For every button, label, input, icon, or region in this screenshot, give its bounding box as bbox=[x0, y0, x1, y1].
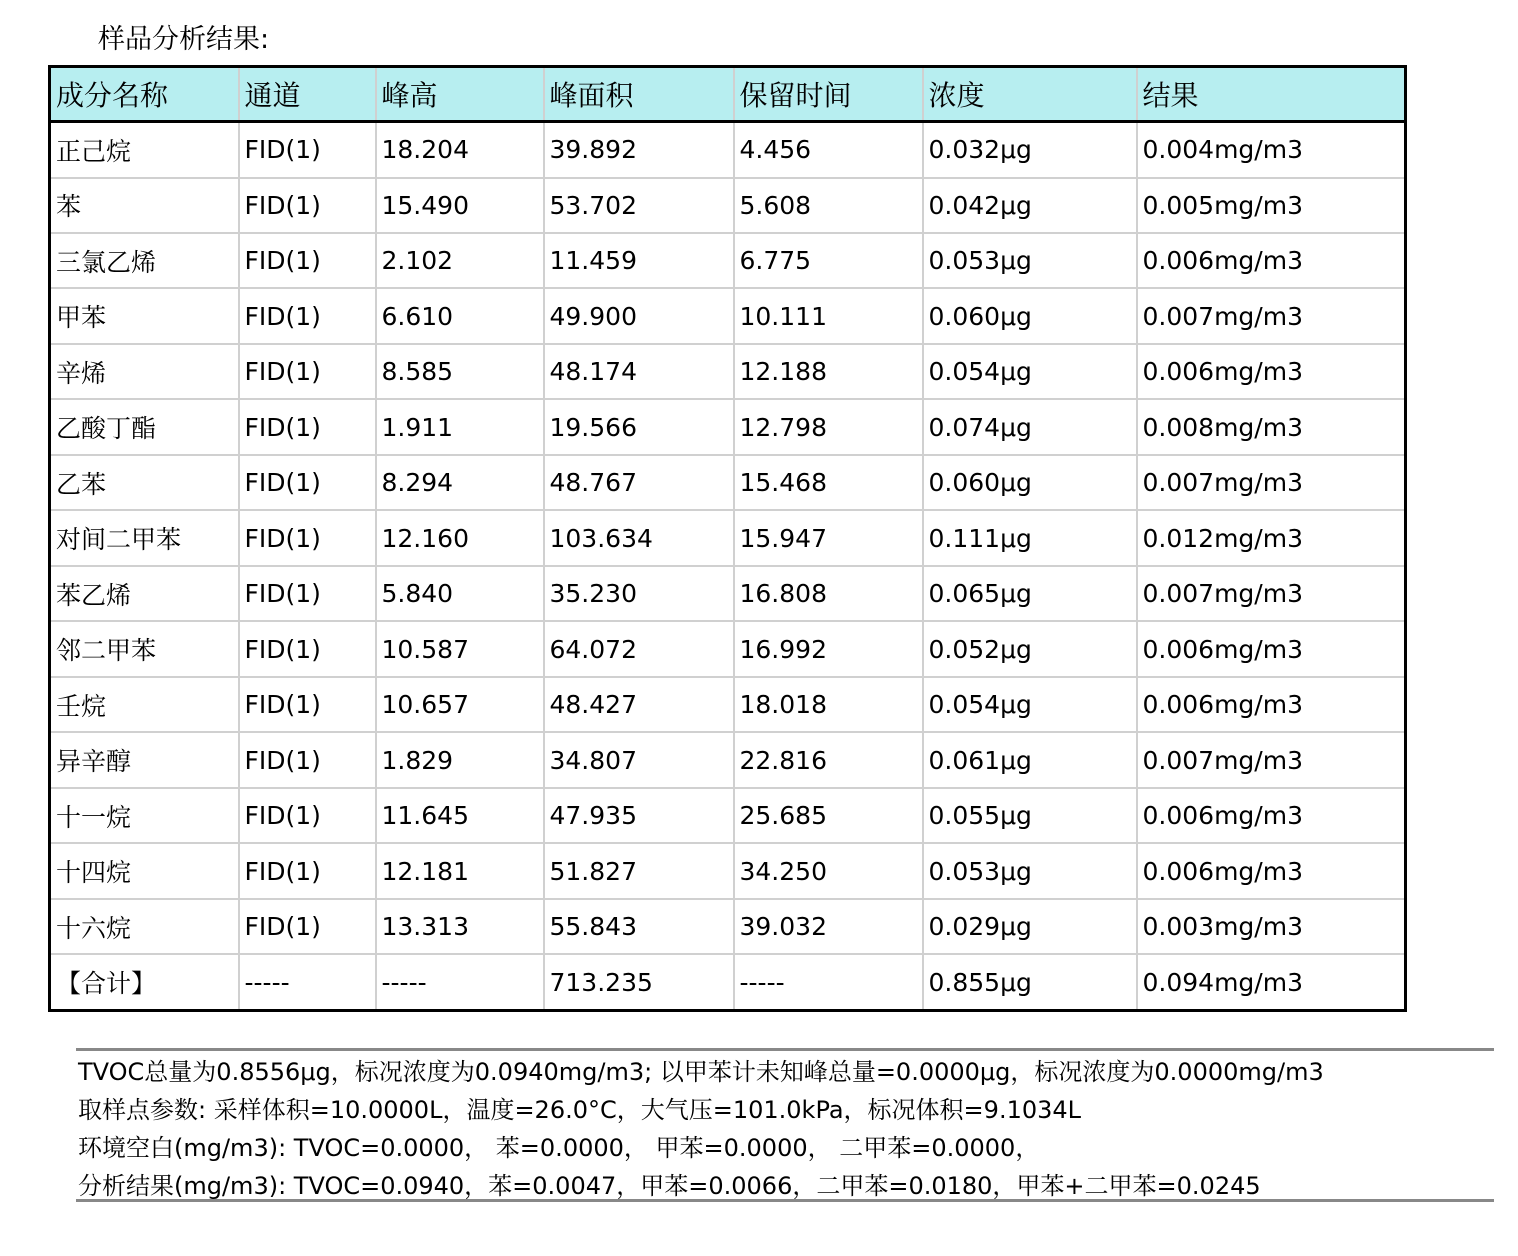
table-cell: 10.111 bbox=[734, 288, 923, 343]
table-cell: 35.230 bbox=[544, 566, 734, 621]
table-row bbox=[50, 344, 1406, 399]
table-cell: FID(1) bbox=[239, 732, 376, 787]
table-cell: 三氯乙烯 bbox=[50, 233, 239, 288]
table-cell: 16.992 bbox=[734, 621, 923, 676]
table-cell: 0.003mg/m3 bbox=[1137, 899, 1406, 954]
table-cell: FID(1) bbox=[239, 899, 376, 954]
table-cell: 0.004mg/m3 bbox=[1137, 122, 1406, 178]
table-cell: 53.702 bbox=[544, 178, 734, 233]
table-cell: 18.204 bbox=[376, 122, 544, 178]
table-cell: 6.610 bbox=[376, 288, 544, 343]
table-cell: 0.111μg bbox=[923, 510, 1137, 565]
table-cell: 0.012mg/m3 bbox=[1137, 510, 1406, 565]
table-cell: 16.808 bbox=[734, 566, 923, 621]
table-cell: 0.007mg/m3 bbox=[1137, 566, 1406, 621]
table-cell: 4.456 bbox=[734, 122, 923, 178]
column-header: 通道 bbox=[239, 67, 376, 122]
table-cell: 25.685 bbox=[734, 788, 923, 843]
table-cell: 5.608 bbox=[734, 178, 923, 233]
table-cell: 39.892 bbox=[544, 122, 734, 178]
table-cell: 39.032 bbox=[734, 899, 923, 954]
table-cell: FID(1) bbox=[239, 122, 376, 178]
table-cell: 48.174 bbox=[544, 344, 734, 399]
table-cell: FID(1) bbox=[239, 178, 376, 233]
table-cell: 15.490 bbox=[376, 178, 544, 233]
table-cell: 0.006mg/m3 bbox=[1137, 788, 1406, 843]
table-body bbox=[50, 122, 1406, 1011]
table-cell: 0.006mg/m3 bbox=[1137, 843, 1406, 898]
table-cell: 713.235 bbox=[544, 954, 734, 1010]
table-cell: 103.634 bbox=[544, 510, 734, 565]
table-cell: 0.094mg/m3 bbox=[1137, 954, 1406, 1010]
sampling-params-line: 取样点参数: 采样体积=10.0000L，温度=26.0°C，大气压=101.0kPa，标况体积=9.1034L bbox=[78, 1096, 1082, 1124]
table-cell: 49.900 bbox=[544, 288, 734, 343]
table-cell: FID(1) bbox=[239, 621, 376, 676]
table-cell: 10.587 bbox=[376, 621, 544, 676]
table-cell: 0.052μg bbox=[923, 621, 1137, 676]
table-cell: 0.005mg/m3 bbox=[1137, 178, 1406, 233]
table-cell: 0.054μg bbox=[923, 344, 1137, 399]
table-cell: 0.032μg bbox=[923, 122, 1137, 178]
table-cell: 0.007mg/m3 bbox=[1137, 455, 1406, 510]
table-cell: FID(1) bbox=[239, 399, 376, 454]
table-cell: 0.008mg/m3 bbox=[1137, 399, 1406, 454]
table-cell: FID(1) bbox=[239, 843, 376, 898]
table-cell: ----- bbox=[734, 954, 923, 1010]
table-cell: 异辛醇 bbox=[50, 732, 239, 787]
table-cell: 0.054μg bbox=[923, 677, 1137, 732]
analysis-result-line: 分析结果(mg/m3): TVOC=0.0940，苯=0.0047，甲苯=0.0066，二甲苯=0.0180，甲苯+二甲苯=0.0245 bbox=[78, 1172, 1261, 1200]
table-cell: FID(1) bbox=[239, 566, 376, 621]
table-cell: 51.827 bbox=[544, 843, 734, 898]
table-cell: FID(1) bbox=[239, 510, 376, 565]
column-header: 峰面积 bbox=[544, 67, 734, 122]
table-cell: 6.775 bbox=[734, 233, 923, 288]
table-cell: FID(1) bbox=[239, 233, 376, 288]
table-cell: 34.807 bbox=[544, 732, 734, 787]
table-cell: 0.855μg bbox=[923, 954, 1137, 1010]
table-cell: 壬烷 bbox=[50, 677, 239, 732]
table-cell: 12.188 bbox=[734, 344, 923, 399]
table-cell: 2.102 bbox=[376, 233, 544, 288]
table-cell: 0.055μg bbox=[923, 788, 1137, 843]
table-cell: 邻二甲苯 bbox=[50, 621, 239, 676]
table-cell: 0.061μg bbox=[923, 732, 1137, 787]
table-cell: 0.065μg bbox=[923, 566, 1137, 621]
table-row bbox=[50, 455, 1406, 510]
table-cell: 0.007mg/m3 bbox=[1137, 288, 1406, 343]
table-cell: 0.042μg bbox=[923, 178, 1137, 233]
summary-footer bbox=[76, 1048, 1494, 1202]
column-header: 峰高 bbox=[376, 67, 544, 122]
table-cell: 5.840 bbox=[376, 566, 544, 621]
table-cell: 64.072 bbox=[544, 621, 734, 676]
table-cell: 12.160 bbox=[376, 510, 544, 565]
table-cell: 15.947 bbox=[734, 510, 923, 565]
table-cell: 22.816 bbox=[734, 732, 923, 787]
table-cell: 15.468 bbox=[734, 455, 923, 510]
table-cell: 8.585 bbox=[376, 344, 544, 399]
header-row bbox=[50, 67, 1406, 122]
table-cell: 0.029μg bbox=[923, 899, 1137, 954]
table-cell: 0.060μg bbox=[923, 455, 1137, 510]
table-cell: 甲苯 bbox=[50, 288, 239, 343]
table-cell: 辛烯 bbox=[50, 344, 239, 399]
column-header: 保留时间 bbox=[734, 67, 923, 122]
table-cell: 0.006mg/m3 bbox=[1137, 621, 1406, 676]
table-cell: 34.250 bbox=[734, 843, 923, 898]
table-row bbox=[50, 677, 1406, 732]
table-cell: 13.313 bbox=[376, 899, 544, 954]
table-cell: FID(1) bbox=[239, 788, 376, 843]
table-row bbox=[50, 788, 1406, 843]
table-cell: FID(1) bbox=[239, 677, 376, 732]
table-cell: 对间二甲苯 bbox=[50, 510, 239, 565]
table-cell: 0.006mg/m3 bbox=[1137, 344, 1406, 399]
table-row bbox=[50, 399, 1406, 454]
table-cell: 1.829 bbox=[376, 732, 544, 787]
table-cell: 十六烷 bbox=[50, 899, 239, 954]
table-row bbox=[50, 621, 1406, 676]
table-cell: 0.060μg bbox=[923, 288, 1137, 343]
table-row bbox=[50, 732, 1406, 787]
table-row bbox=[50, 843, 1406, 898]
table-cell: FID(1) bbox=[239, 455, 376, 510]
table-row bbox=[50, 566, 1406, 621]
table-row bbox=[50, 899, 1406, 954]
table-cell: 11.459 bbox=[544, 233, 734, 288]
table-cell: 48.427 bbox=[544, 677, 734, 732]
table-cell: 8.294 bbox=[376, 455, 544, 510]
table-cell: 苯乙烯 bbox=[50, 566, 239, 621]
table-cell: 0.007mg/m3 bbox=[1137, 732, 1406, 787]
table-cell: 乙苯 bbox=[50, 455, 239, 510]
table-cell: 47.935 bbox=[544, 788, 734, 843]
table-cell: ----- bbox=[376, 954, 544, 1010]
column-header: 结果 bbox=[1137, 67, 1406, 122]
table-cell: 0.053μg bbox=[923, 843, 1137, 898]
table-cell: 48.767 bbox=[544, 455, 734, 510]
table-cell: 【合计】 bbox=[50, 954, 239, 1010]
table-cell: 苯 bbox=[50, 178, 239, 233]
table-cell: 12.798 bbox=[734, 399, 923, 454]
table-row bbox=[50, 178, 1406, 233]
table-row bbox=[50, 122, 1406, 178]
table-header bbox=[50, 67, 1406, 122]
table-cell: 十四烷 bbox=[50, 843, 239, 898]
table-cell: 正己烷 bbox=[50, 122, 239, 178]
results-table bbox=[48, 65, 1407, 1012]
table-cell: 乙酸丁酯 bbox=[50, 399, 239, 454]
column-header: 浓度 bbox=[923, 67, 1137, 122]
summary-tvoc-line: TVOC总量为0.8556μg，标况浓度为0.0940mg/m3; 以甲苯计未知峰总量=0.0000μg，标况浓度为0.0000mg/m3 bbox=[78, 1058, 1324, 1086]
table-cell: 0.006mg/m3 bbox=[1137, 677, 1406, 732]
table-cell: 1.911 bbox=[376, 399, 544, 454]
table-cell: 55.843 bbox=[544, 899, 734, 954]
table-row bbox=[50, 288, 1406, 343]
blank-line: 环境空白(mg/m3): TVOC=0.0000， 苯=0.0000， 甲苯=0.0000， 二甲苯=0.0000， bbox=[78, 1134, 1040, 1162]
table-cell: ----- bbox=[239, 954, 376, 1010]
table-cell: 18.018 bbox=[734, 677, 923, 732]
table-cell: 0.006mg/m3 bbox=[1137, 233, 1406, 288]
table-cell: 0.074μg bbox=[923, 399, 1137, 454]
table-cell: 19.566 bbox=[544, 399, 734, 454]
table-cell: 12.181 bbox=[376, 843, 544, 898]
table-cell: 十一烷 bbox=[50, 788, 239, 843]
table-cell: 11.645 bbox=[376, 788, 544, 843]
table-row bbox=[50, 233, 1406, 288]
table-row bbox=[50, 510, 1406, 565]
total-row bbox=[50, 954, 1406, 1010]
table-cell: 10.657 bbox=[376, 677, 544, 732]
column-header: 成分名称 bbox=[50, 67, 239, 122]
page-title: 样品分析结果: bbox=[98, 24, 270, 55]
table-cell: FID(1) bbox=[239, 288, 376, 343]
table-cell: 0.053μg bbox=[923, 233, 1137, 288]
table-cell: FID(1) bbox=[239, 344, 376, 399]
